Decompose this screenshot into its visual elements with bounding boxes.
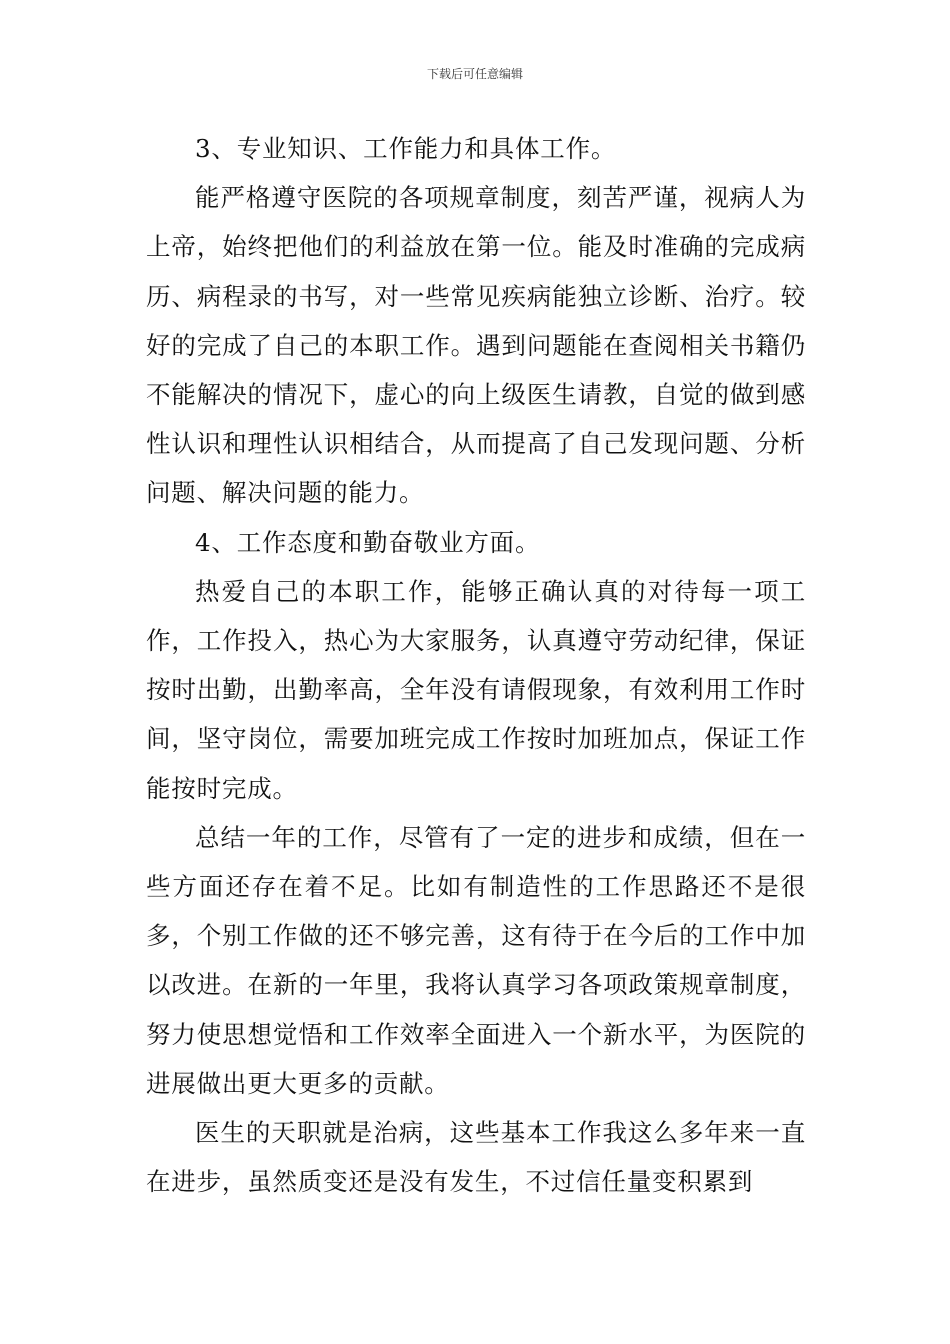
document-body [146, 124, 806, 1206]
paragraph-annual-summary: 总结一年的工作，尽管有了一定的进步和成绩，但在一些方面还存在着不足。比如有制造性的工作思路还不是很多，个别工作做的还不够完善，这有待于在今后的工作中加以改进。在新的一年里，我将认真学习各项政策规章制度，努力使思想觉悟和工作效率全面进入一个新水平，为医院的进展做出更大更多的贡献。 [146, 822, 806, 1098]
paragraph-professional-work: 能严格遵守医院的各项规章制度，刻苦严谨，视病人为上帝，始终把他们的利益放在第一位。能及时准确的完成病历、病程录的书写，对一些常见疾病能独立诊断、治疗。较好的完成了自己的本职工作。遇到问题能在查阅相关书籍仍不能解决的情况下，虚心的向上级医生请教，自觉的做到感性认识和理性认识相结合，从而提高了自己发现问题、分析问题、解决问题的能力。 [146, 183, 806, 508]
paragraph-doctor-duty: 医生的天职就是治病，这些基本工作我这么多年来一直在进步，虽然质变还是没有发生，不过信任量变积累到 [146, 1118, 806, 1197]
page-header: 下载后可任意编辑 [426, 67, 523, 81]
paragraph-section-4-heading: 4、工作态度和勤奋敬业方面。 [195, 527, 541, 557]
paragraph-section-3-heading: 3、专业知识、工作能力和具体工作。 [195, 134, 617, 163]
paragraph-work-attitude: 热爱自己的本职工作，能够正确认真的对待每一项工作，工作投入，热心为大家服务，认真遵守劳动纪律，保证按时出勤，出勤率高，全年没有请假现象，有效利用工作时间，坚守岗位，需要加班完成工作按时加班加点，保证工作能按时完成。 [146, 576, 806, 803]
